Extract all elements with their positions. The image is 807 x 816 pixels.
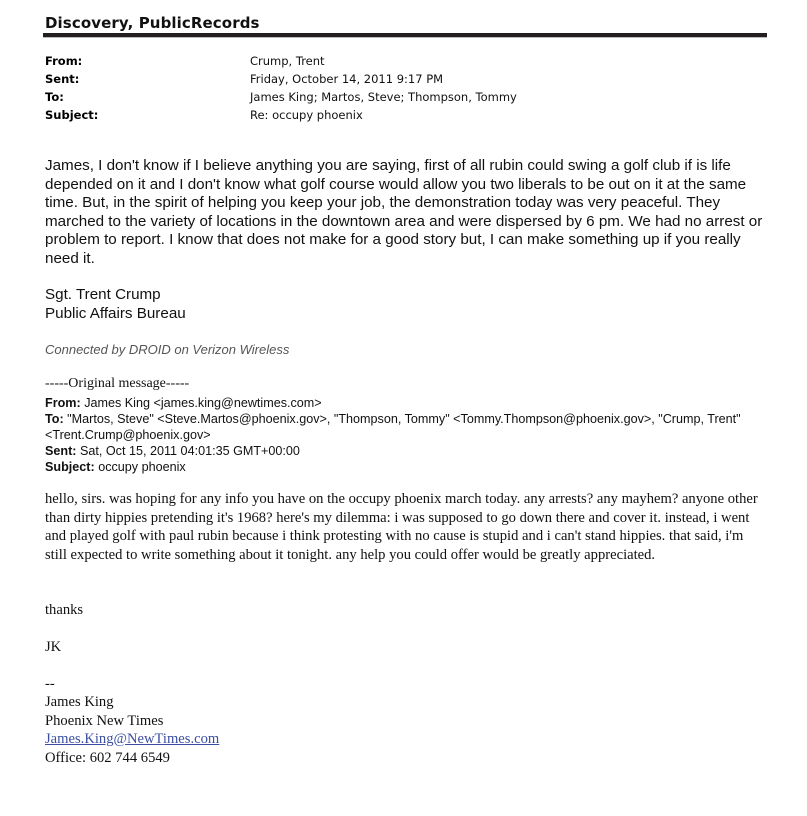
original-from-value: James King <james.king@newtimes.com> bbox=[84, 396, 322, 410]
original-to-row bbox=[45, 411, 775, 443]
reply-signature-dept: Public Affairs Bureau bbox=[45, 305, 186, 322]
reply-body: James, I don't know if I believe anything you are saying, first of all rubin could swing a golf club if is life depended on it and I don't know what golf course would allow you two liberals to be out on it at the same time. But, in the spirit of helping you keep your job, the demonstration today was very peaceful. They marched to the variety of locations in the downtown area and were dispersed by 6 pm. We had no arrest or problem to report. I know that does not make for a good story but, I can make something up if you really need it. bbox=[45, 157, 763, 267]
header-from-row bbox=[45, 52, 745, 70]
original-subject-row bbox=[45, 459, 775, 475]
subject-label: Subject: bbox=[45, 108, 99, 122]
original-from-row bbox=[45, 395, 775, 411]
signature-phone: Office: 602 744 6549 bbox=[45, 750, 170, 766]
original-to-label: To: bbox=[45, 412, 64, 426]
header-to-row bbox=[45, 88, 745, 106]
document-title: Discovery, PublicRecords bbox=[45, 14, 260, 32]
original-subject-label: Subject: bbox=[45, 460, 95, 474]
sent-label: Sent: bbox=[45, 72, 80, 86]
original-to-value: "Martos, Steve" <Steve.Martos@phoenix.gov>, "Thompson, Tommy" <Tommy.Thompson@phoenix.gov>, "Crump, Trent" <Trent.Crump@phoenix.gov> bbox=[45, 412, 741, 442]
title-divider bbox=[43, 33, 767, 37]
original-from-label: From: bbox=[45, 396, 81, 410]
header-sent-row bbox=[45, 70, 745, 88]
from-value: Crump, Trent bbox=[250, 54, 325, 68]
original-subject-value: occupy phoenix bbox=[98, 460, 186, 474]
original-thanks: thanks bbox=[45, 602, 84, 618]
original-sent-label: Sent: bbox=[45, 444, 77, 458]
to-label: To: bbox=[45, 90, 64, 104]
sent-value: Friday, October 14, 2011 9:17 PM bbox=[250, 72, 444, 86]
original-message-separator: -----Original message----- bbox=[45, 376, 190, 391]
original-sent-value: Sat, Oct 15, 2011 04:01:35 GMT+00:00 bbox=[79, 444, 300, 458]
original-header bbox=[45, 395, 775, 475]
original-initials: JK bbox=[45, 639, 62, 655]
signature-email-line bbox=[45, 730, 219, 749]
email-header bbox=[45, 52, 745, 124]
original-sent-row bbox=[45, 443, 775, 459]
signature-name: James King bbox=[45, 694, 114, 710]
reply-signature-name: Sgt. Trent Crump bbox=[45, 286, 161, 303]
device-note: Connected by DROID on Verizon Wireless bbox=[45, 342, 290, 357]
signature-org: Phoenix New Times bbox=[45, 713, 164, 729]
to-value: James King; Martos, Steve; Thompson, Tommy bbox=[250, 90, 517, 104]
header-subject-row bbox=[45, 106, 745, 124]
from-label: From: bbox=[45, 54, 83, 68]
original-body: hello, sirs. was hoping for any info you have on the occupy phoenix march today. any arrests? any mayhem? anyone other than dirty hippies pretending it's 1968? here's my dilemma: i was supposed to go down there and cover it. instead, i went and played golf with paul rubin because i think protesting with no cause is stupid and i can't stand hippies. that said, i'm still expected to write something about it tonight. any help you could offer would be greatly appreciated. bbox=[45, 491, 758, 563]
signature-dashes: -- bbox=[45, 676, 55, 692]
subject-value: Re: occupy phoenix bbox=[250, 108, 363, 122]
signature-email-link[interactable]: James.King@NewTimes.com bbox=[45, 731, 220, 747]
